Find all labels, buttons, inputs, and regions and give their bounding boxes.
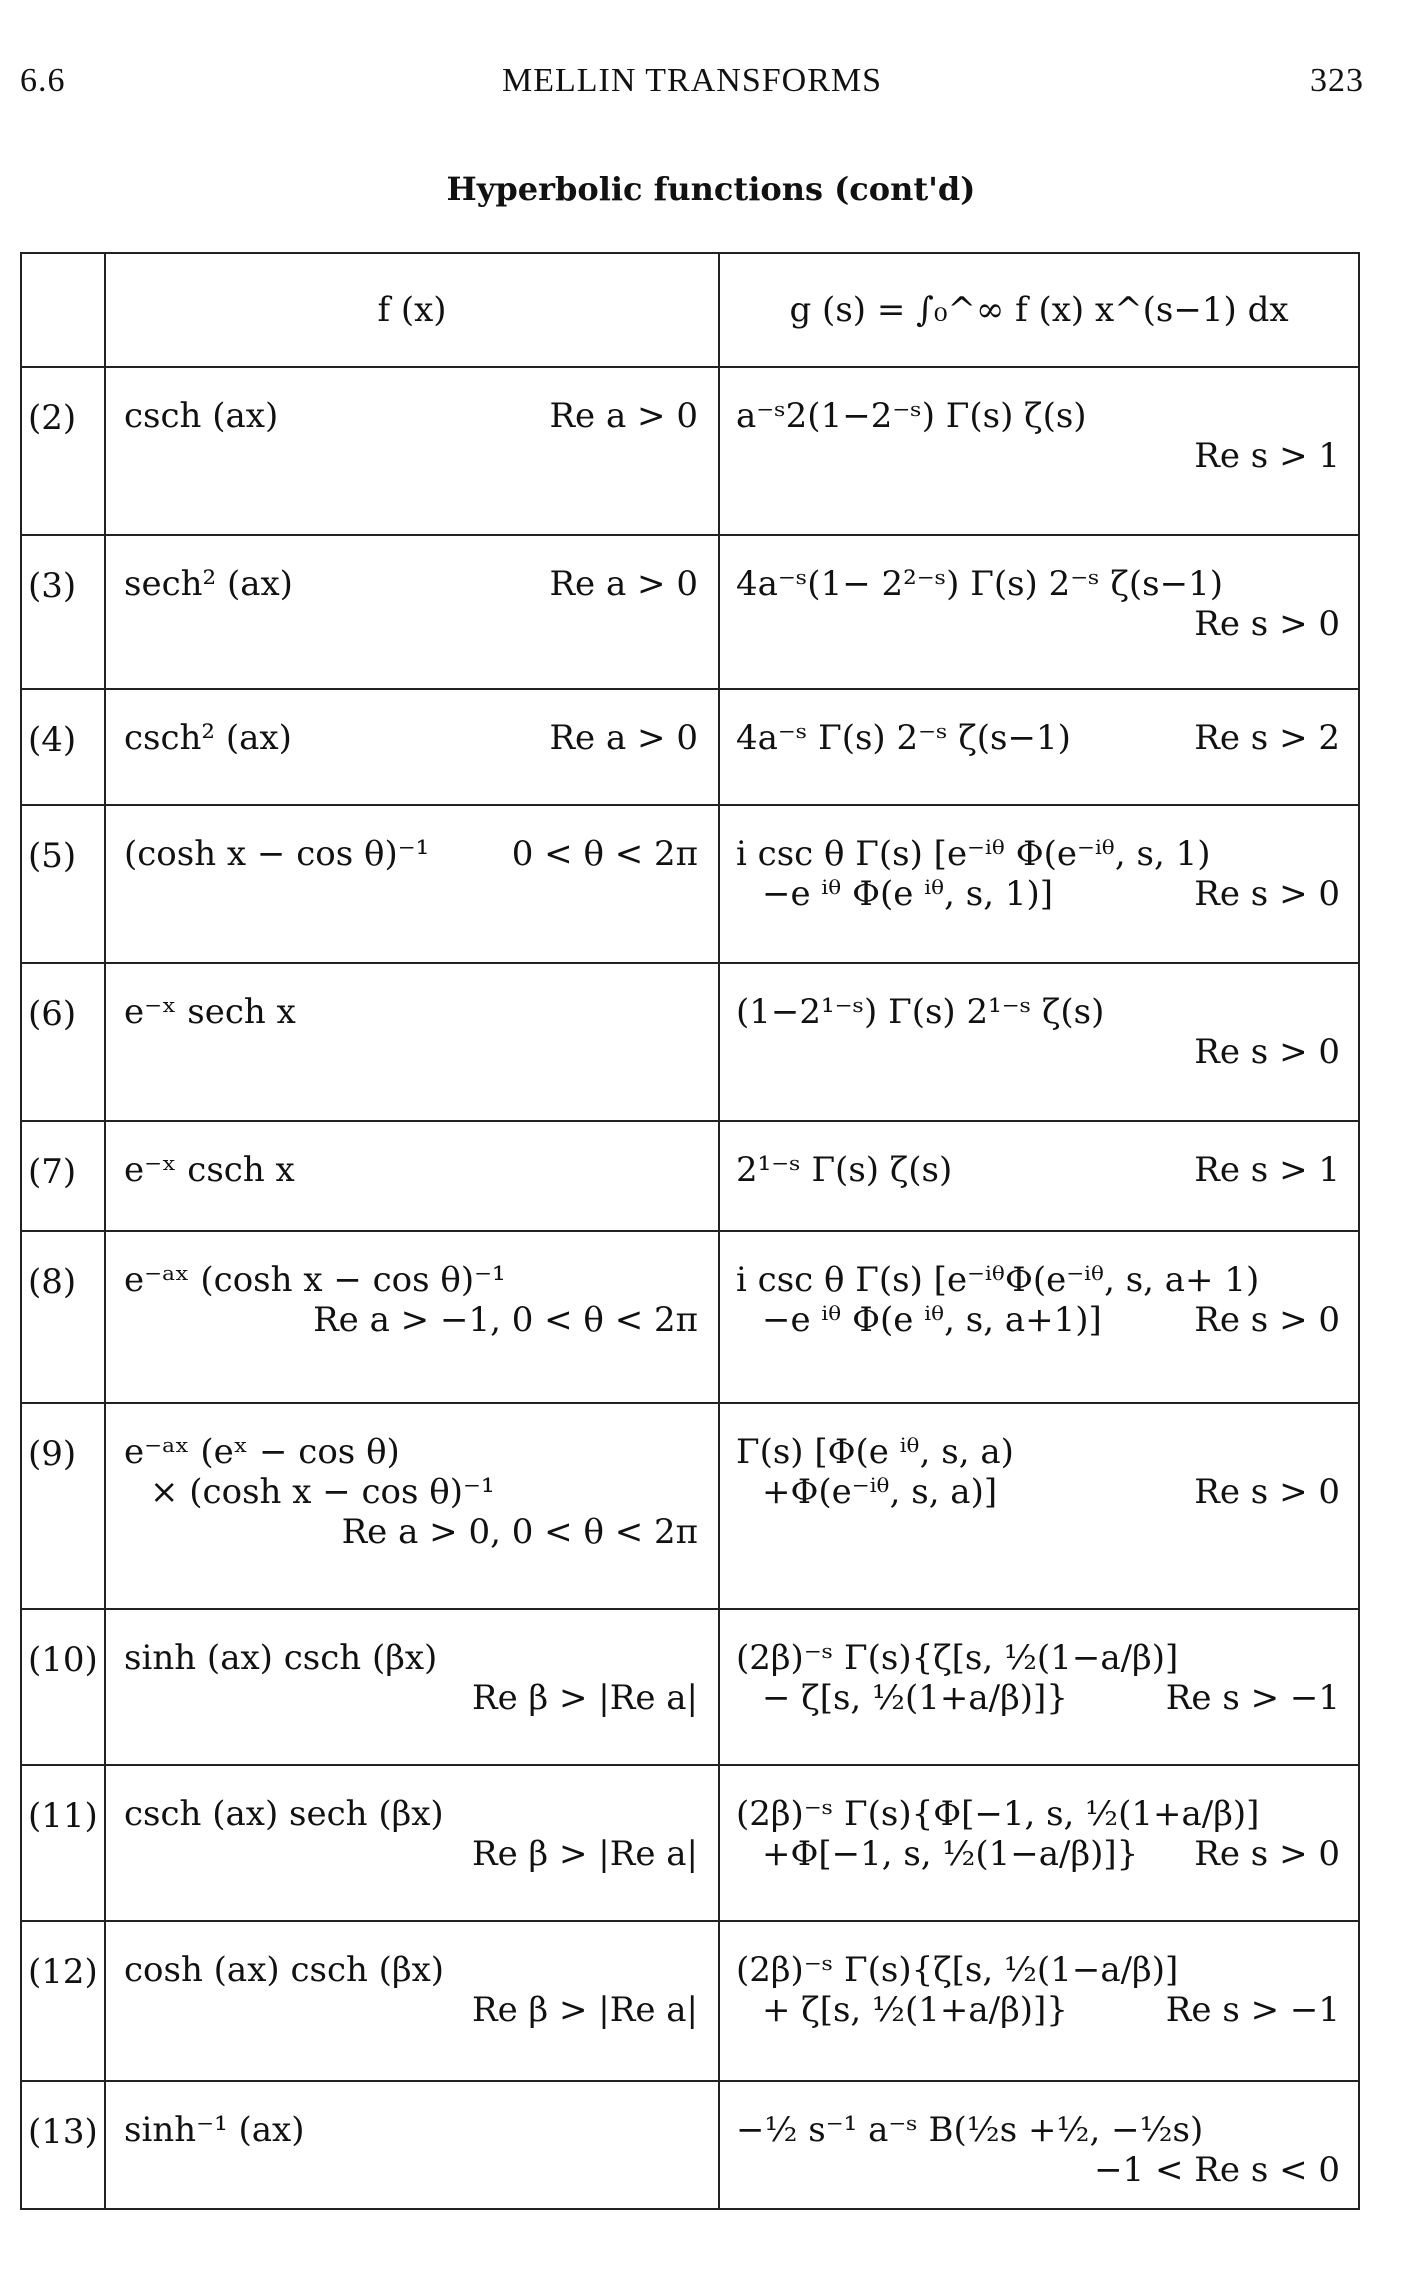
function-condition: Re a > 0 [549,396,698,436]
function-expression-line: Re a > 0, 0 < θ < 2π [341,1512,698,1552]
row-number: (5) [21,805,105,963]
function-condition: Re a > 0 [549,718,698,758]
function-expression-line: e⁻ˣ csch x [124,1150,295,1190]
transform-cell [719,367,1359,535]
table-subtitle: Hyperbolic functions (cont'd) [446,170,976,208]
row-number: (9) [21,1403,105,1609]
section-number: 6.6 [20,62,66,99]
function-expression-line: Re a > −1, 0 < θ < 2π [313,1300,698,1340]
function-cell [105,1921,719,2081]
transform-expression-line: i csc θ Γ(s) [e⁻ⁱᶿΦ(e⁻ⁱᶿ, s, a+ 1) [736,1260,1260,1300]
row-number: (6) [21,963,105,1121]
transform-cell [719,1121,1359,1231]
transform-cell [719,1403,1359,1609]
table-row [21,805,1359,963]
row-number: (12) [21,1921,105,2081]
function-cell [105,1403,719,1609]
transform-condition: Re s > 1 [1194,1150,1340,1190]
function-condition: 0 < θ < 2π [511,834,698,874]
row-number: (7) [21,1121,105,1231]
transform-condition: Re s > 0 [1194,1032,1340,1072]
transform-expression-line: (1−2¹⁻ˢ) Γ(s) 2¹⁻ˢ ζ(s) [736,992,1105,1032]
function-cell [105,1121,719,1231]
transform-expression-line: i csc θ Γ(s) [e⁻ⁱᶿ Φ(e⁻ⁱᶿ, s, 1) [736,834,1211,874]
function-cell [105,2081,719,2209]
running-header [20,62,1364,112]
table-row [21,1121,1359,1231]
table-header-row [21,253,1359,367]
table-row [21,963,1359,1121]
table-row [21,367,1359,535]
transform-expression-line: (2β)⁻ˢ Γ(s){Φ[−1, s, ½(1+a/β)] [736,1794,1260,1834]
table-row [21,1921,1359,2081]
transform-expression-line: −e ⁱᶿ Φ(e ⁱᶿ, s, a+1)] Re s > 0 [762,1300,1340,1340]
function-expression-line: × (cosh x − cos θ)⁻¹ [150,1472,495,1512]
transform-cell [719,689,1359,805]
function-expression-line: (cosh x − cos θ)⁻¹ [124,834,430,874]
transform-cell [719,963,1359,1121]
transform-expression-line: 2¹⁻ˢ Γ(s) ζ(s) Re s > 1 [736,1150,1340,1190]
table-row [21,1609,1359,1765]
row-number: (10) [21,1609,105,1765]
transform-table [20,252,1360,2210]
table-row [21,1765,1359,1921]
transform-expression-line: +Φ[−1, s, ½(1−a/β)]} Re s > 0 [762,1834,1340,1874]
transform-condition: Re s > −1 [1165,1678,1340,1718]
function-cell [105,689,719,805]
function-expression-line: e⁻ᵃˣ (eˣ − cos θ) [124,1432,400,1472]
function-expression-line: sinh⁻¹ (ax) [124,2110,305,2150]
function-expression-line: Re β > |Re a| [472,1990,698,2030]
transform-cell [719,2081,1359,2209]
transform-expression-line: a⁻ˢ2(1−2⁻ˢ) Γ(s) ζ(s) [736,396,1087,436]
transform-expression-line: + ζ[s, ½(1+a/β)]} Re s > −1 [762,1990,1340,2030]
transform-condition: Re s > 0 [1194,604,1340,644]
transform-cell [719,1609,1359,1765]
row-number: (11) [21,1765,105,1921]
header-gs-cell: g (s) = ∫₀^∞ f (x) x^(s−1) dx [719,253,1359,367]
function-cell [105,367,719,535]
transform-condition: Re s > −1 [1165,1990,1340,2030]
row-number: (2) [21,367,105,535]
transform-expression-line: (2β)⁻ˢ Γ(s){ζ[s, ½(1−a/β)] [736,1638,1179,1678]
transform-expression-line: Γ(s) [Φ(e ⁱᶿ, s, a) [736,1432,1014,1472]
transform-cell [719,535,1359,689]
function-expression-line: sinh (ax) csch (βx) [124,1638,438,1678]
header-num-cell [21,253,105,367]
transform-condition: Re s > 0 [1194,1834,1340,1874]
function-expression-line: csch (ax) [124,396,279,436]
function-expression-line: e⁻ᵃˣ (cosh x − cos θ)⁻¹ [124,1260,506,1300]
transform-cell [719,1765,1359,1921]
header-fx-cell: f (x) [105,253,719,367]
row-number: (3) [21,535,105,689]
running-title: MELLIN TRANSFORMS [501,62,883,99]
function-cell [105,1231,719,1403]
function-cell [105,1609,719,1765]
table-row [21,2081,1359,2209]
function-cell [105,1765,719,1921]
transform-expression-line: 4a⁻ˢ(1− 2²⁻ˢ) Γ(s) 2⁻ˢ ζ(s−1) [736,564,1223,604]
row-number: (8) [21,1231,105,1403]
transform-condition: −1 < Re s < 0 [1094,2150,1340,2190]
function-expression-line: cosh (ax) csch (βx) [124,1950,445,1990]
transform-expression-line: 4a⁻ˢ Γ(s) 2⁻ˢ ζ(s−1) Re s > 2 [736,718,1340,758]
row-number: (13) [21,2081,105,2209]
transform-condition: Re s > 1 [1194,436,1340,476]
table-row [21,1403,1359,1609]
transform-expression-line: − ζ[s, ½(1+a/β)]} Re s > −1 [762,1678,1340,1718]
transform-expression-line: +Φ(e⁻ⁱᶿ, s, a)] Re s > 0 [762,1472,1340,1512]
transform-expression-line: −e ⁱᶿ Φ(e ⁱᶿ, s, 1)] Re s > 0 [762,874,1340,914]
function-cell [105,963,719,1121]
table-row [21,689,1359,805]
transform-cell [719,805,1359,963]
table-row [21,1231,1359,1403]
table-row [21,535,1359,689]
function-expression-line: csch² (ax) [124,718,292,758]
function-expression-line: Re β > |Re a| [472,1678,698,1718]
transform-cell [719,1231,1359,1403]
transform-expression-line: (2β)⁻ˢ Γ(s){ζ[s, ½(1−a/β)] [736,1950,1179,1990]
function-condition: Re a > 0 [549,564,698,604]
row-number: (4) [21,689,105,805]
page-number: 323 [1310,62,1364,99]
function-cell [105,805,719,963]
function-cell [105,535,719,689]
function-expression-line: sech² (ax) [124,564,293,604]
transform-expression-line: −½ s⁻¹ a⁻ˢ B(½s +½, −½s) [736,2110,1204,2150]
function-expression-line: csch (ax) sech (βx) [124,1794,444,1834]
transform-condition: Re s > 0 [1194,874,1340,914]
transform-cell [719,1921,1359,2081]
function-expression-line: e⁻ˣ sech x [124,992,296,1032]
transform-condition: Re s > 0 [1194,1472,1340,1512]
transform-condition: Re s > 0 [1194,1300,1340,1340]
function-expression-line: Re β > |Re a| [472,1834,698,1874]
transform-condition: Re s > 2 [1194,718,1340,758]
